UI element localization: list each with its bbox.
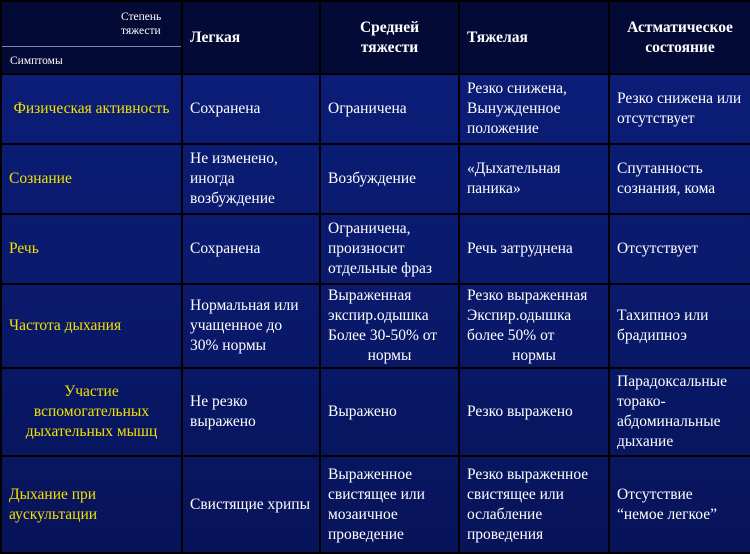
cell-severe: Резко снижена, Вынужденное положение (459, 74, 609, 144)
corner-cell (1, 1, 182, 74)
cell-severe: Речь затруднена (459, 214, 609, 284)
cell-status: Отсутствует (609, 214, 750, 284)
table-row (1, 144, 750, 214)
table-row (1, 284, 750, 368)
header-row (1, 1, 750, 74)
cell-mild: Свистящие хрипы (182, 456, 320, 553)
cell-moderate: Возбуждение (320, 144, 459, 214)
table-row (1, 74, 750, 144)
cell-status: Спутанность сознания, кома (609, 144, 750, 214)
header-mild: Легкая (182, 1, 320, 74)
cell-moderate: Ограничена (320, 74, 459, 144)
cell-severe-text-tail: нормы (512, 347, 556, 364)
cell-moderate: Выражено (320, 368, 459, 456)
header-status: Астматическое состояние (609, 1, 750, 74)
cell-moderate: Выраженное свистящее или мозаичное проведение (320, 456, 459, 553)
cell-mild: Сохранена (182, 214, 320, 284)
header-moderate: Средней тяжести (320, 1, 459, 74)
symptom-cell: Сознание (1, 144, 182, 214)
cell-mild: Сохранена (182, 74, 320, 144)
cell-severe: «Дыхательная паника» (459, 144, 609, 214)
cell-severe: Резко выражено (459, 368, 609, 456)
cell-status: Тахипноэ или брадипноэ (609, 284, 750, 368)
corner-divider (2, 46, 181, 47)
symptoms-corner-label: Симптомы (10, 55, 63, 67)
cell-mild: Нормальная или учащенное до 30% нормы (182, 284, 320, 368)
cell-mild: Не резко выражено (182, 368, 320, 456)
header-severe: Тяжелая (459, 1, 609, 74)
symptom-cell: Частота дыхания (1, 284, 182, 368)
table-row (1, 214, 750, 284)
cell-moderate: Ограничена, произносит отдельные фраз (320, 214, 459, 284)
table-row (1, 368, 750, 456)
symptom-cell: Речь (1, 214, 182, 284)
symptom-cell: Участие вспомогательных дыхательных мышц (1, 368, 182, 456)
symptom-cell: Дыхание при аускультации (1, 456, 182, 553)
cell-severe: Резко выраженное свистящее или ослабление проведения (459, 456, 609, 553)
cell-moderate-text: Выраженная экспир.одышка Более 30-50% от (328, 287, 438, 344)
cell-severe (459, 284, 609, 368)
cell-severe-text: Резко выраженная Экспир.одышка более 50% от (467, 287, 588, 344)
cell-status: Парадоксальные торако-абдоминальные дыхание (609, 368, 750, 456)
cell-mild: Не изменено, иногда возбуждение (182, 144, 320, 214)
cell-moderate-text-tail: нормы (367, 347, 412, 364)
table-row (1, 456, 750, 553)
cell-status: Резко снижена или отсутствует (609, 74, 750, 144)
severity-corner-label: Степень тяжести (121, 11, 162, 37)
symptom-cell: Физическая активность (1, 74, 182, 144)
cell-moderate (320, 284, 459, 368)
cell-status: Отсутствие “немое легкое” (609, 456, 750, 553)
